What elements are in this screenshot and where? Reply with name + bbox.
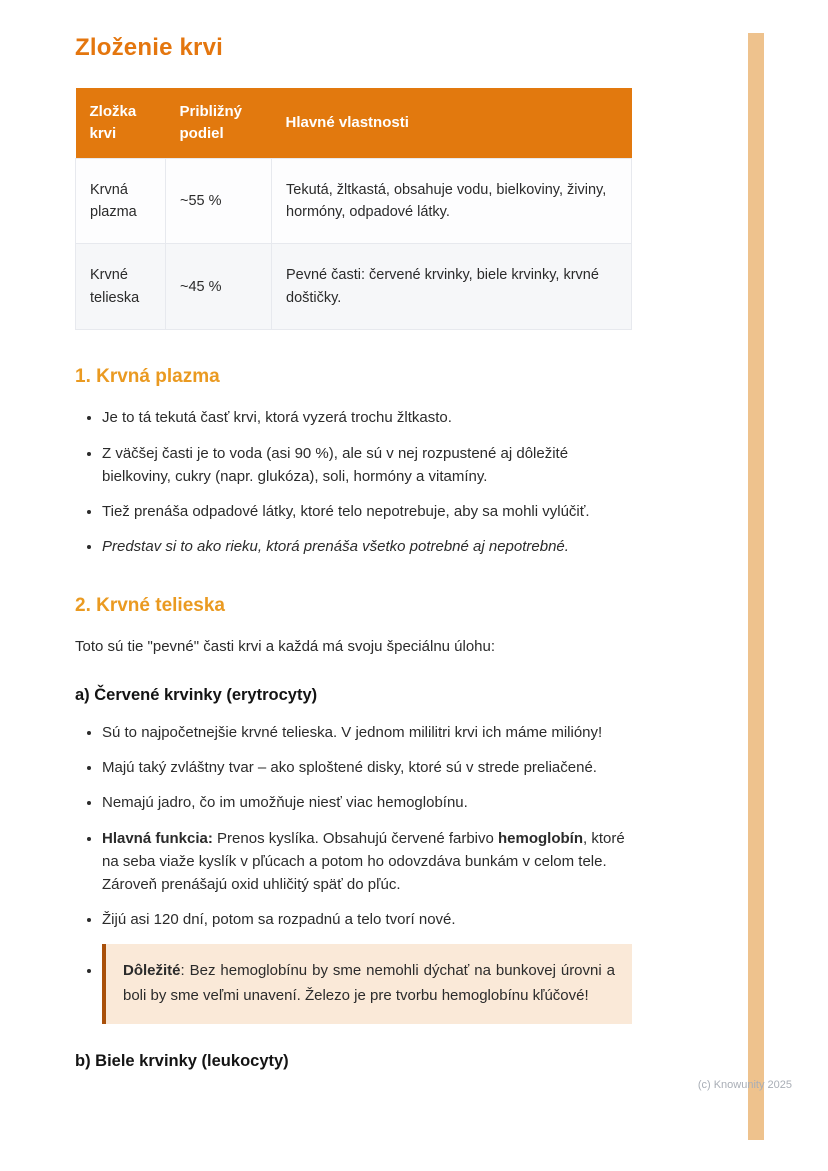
- watermark: (c) Knowunity 2025: [697, 1079, 792, 1091]
- list-item: • Majú taký zvláštny tvar – ako sploštené disky, ktoré sú v strede preliačené.: [102, 756, 632, 779]
- cell-share: ~55 %: [166, 158, 272, 244]
- list-item: • Z väčšej časti je to voda (asi 90 %), ale sú v nej rozpustené aj dôležité bielkoviny, cukry (napr. glukóza), soli, hormóny a vitamíny.: [102, 442, 632, 489]
- table-row: [76, 158, 632, 244]
- cell-share: ~45 %: [166, 244, 272, 330]
- section-1-list: [75, 406, 632, 558]
- sub-b-heading: b) Biele krvinky (leukocyty): [75, 1051, 289, 1070]
- list-item: • Tiež prenáša odpadové látky, ktoré telo nepotrebuje, aby sa mohli vylúčiť.: [102, 500, 632, 523]
- content-column: [75, 34, 632, 1087]
- list-item-italic: • Predstav si to ako rieku, ktorá prenáša všetko potrebné aj nepotrebné.: [102, 535, 632, 558]
- cell-component: Krvná plazma: [76, 158, 166, 244]
- cell-properties: Pevné časti: červené krvinky, biele krvinky, krvné doštičky.: [272, 244, 632, 330]
- blood-composition-table: [75, 88, 632, 330]
- section-2-intro: Toto sú tie "pevné" časti krvi a každá má svoju špeciálnu úlohu:: [75, 637, 496, 655]
- text-run: Prenos kyslíka. Obsahujú červené farbivo: [212, 829, 499, 847]
- bold-text: Dôležité: [123, 961, 181, 979]
- list-item-callout: [102, 944, 632, 1024]
- col-header-podiel: Približný podiel: [166, 88, 272, 158]
- cell-component: Krvné telieska: [76, 244, 166, 330]
- page-title: Zloženie krvi: [75, 34, 223, 61]
- table-row: [76, 244, 632, 330]
- list-item: • Žijú asi 120 dní, potom sa rozpadnú a telo tvorí nové.: [102, 908, 632, 931]
- list-item: • Je to tá tekutá časť krvi, ktorá vyzerá trochu žltkasto.: [102, 406, 632, 429]
- col-header-vlastnosti: Hlavné vlastnosti: [272, 88, 632, 158]
- text-run: , ktoré na seba viaže kyslík v pľúcach a potom ho odovzdáva bunkám v celom tele. Zároveň prenášajú oxid uhličitý späť do pľúc.: [102, 829, 625, 894]
- bold-text: hemoglobín: [498, 829, 584, 847]
- list-item: • Nemajú jadro, čo im umožňuje niesť viac hemoglobínu.: [102, 791, 632, 814]
- sub-a-heading: a) Červené krvinky (erytrocyty): [75, 685, 318, 704]
- table-header-row: [76, 88, 632, 158]
- bold-text: Hlavná funkcia:: [102, 829, 213, 847]
- list-item: • Sú to najpočetnejšie krvné telieska. V jednom mililitri krvi ich máme milióny!: [102, 721, 632, 744]
- col-header-zlozka: Zložka krvi: [76, 88, 166, 158]
- page-edge-stripe: [748, 33, 764, 1140]
- list-item-main-function: [102, 827, 632, 897]
- section-1-heading: 1. Krvná plazma: [75, 366, 220, 388]
- section-2-heading: 2. Krvné telieska: [75, 594, 225, 616]
- cell-properties: Tekutá, žltkastá, obsahuje vodu, bielkoviny, živiny, hormóny, odpadové látky.: [272, 158, 632, 244]
- red-cells-list: [75, 721, 632, 1024]
- text-run: : Bez hemoglobínu by sme nemohli dýchať na bunkovej úrovni a boli by sme veľmi unavení. Železo je pre tvorbu hemoglobínu kľúčové!: [123, 961, 615, 1005]
- important-callout: [102, 944, 632, 1024]
